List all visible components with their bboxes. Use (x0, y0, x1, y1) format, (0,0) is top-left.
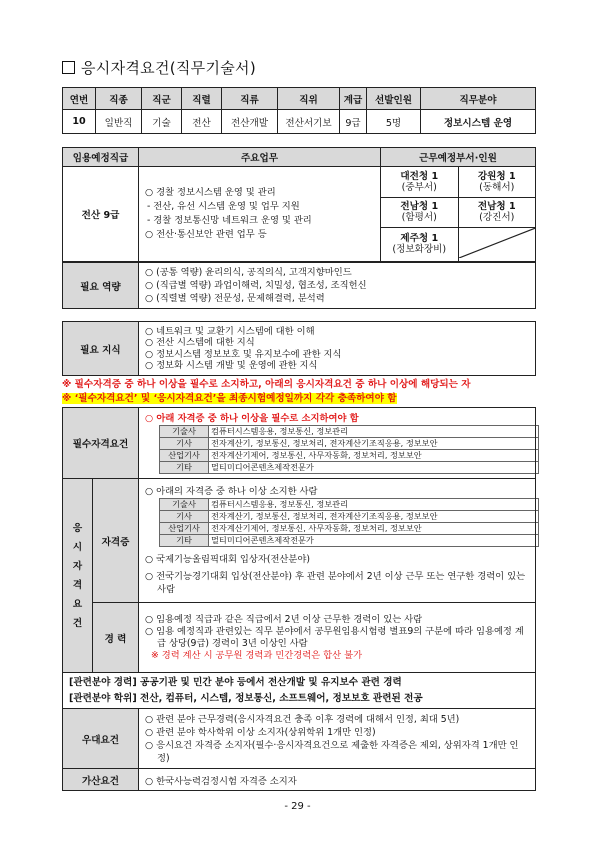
duty-grade: 전산 9급 (63, 167, 139, 262)
checkbox-square-icon (62, 61, 75, 74)
career-item: ○ 임용 예정직과 관련있는 직무 분야에서 공무원임용시험령 별표9의 구분에 따라 임용예정 계급 상당(9급) 경력이 3년 이상인 사람 (145, 626, 524, 649)
job-cell: 정보시스템 운영 (421, 110, 536, 134)
duty-list-cell (139, 167, 381, 262)
cert-kind: 산업기사 (160, 450, 209, 462)
job-header-cell: 계급 (340, 88, 367, 110)
job-cell: 10 (63, 110, 96, 134)
notes-block (62, 378, 542, 406)
knowledge-list-cell (139, 322, 536, 376)
dept-cell: 강원청 1 (동해서) (458, 167, 535, 197)
duty-item: - 경찰 정보통신망 네트워크 운영 및 관리 (147, 214, 312, 226)
competency-item: ○ (공통 역량) 윤리의식, 공직의식, 고객지향마인드 (145, 267, 352, 278)
competency-item: ○ (직급별 역량) 과업이해력, 치밀성, 협조성, 조직헌신 (145, 280, 367, 291)
duty-item: - 전산, 유선 시스템 운영 및 업무 지원 (147, 200, 300, 212)
knowledge-table (62, 321, 536, 376)
job-header-cell: 직무분야 (421, 88, 536, 110)
qual-item: ○ 국제기능올림픽대회 입상자(전산분야) (145, 554, 310, 565)
eligibility-label: 응 시 자 격 요 건 (63, 479, 93, 673)
cert-list: 전자계산기제어, 정보통신, 사무자동화, 정보처리, 정보보안 (209, 523, 539, 535)
cert-list: 컴퓨터시스템응용, 정보통신, 정보관리 (209, 426, 539, 438)
eligibility-table (62, 407, 536, 791)
job-header-cell: 직렬 (182, 88, 222, 110)
preference-item: ○ 관련 분야 근무경력(응시자격요건 충족 이후 경력에 대해서 인정, 최대 5년) (145, 713, 460, 725)
related-line: [관련분야 학위] 전산, 컴퓨터, 시스템, 정보통신, 소프트웨어, 정보보호 관련된 전공 (69, 692, 423, 704)
qual-cell (139, 479, 536, 603)
cert-kind: 기사 (160, 438, 209, 450)
competency-list-cell (139, 263, 536, 309)
note-line: ※ 필수자격증 중 하나 이상을 필수로 소지하고, 아래의 응시자격요건 중 하나 이상에 해당되는 자 (62, 379, 471, 390)
preference-label: 우대요건 (63, 709, 139, 769)
job-header-cell: 연번 (63, 88, 96, 110)
career-item: ○ 임용예정 직급과 같은 직급에서 2년 이상 근무한 경력이 있는 사람 (145, 614, 423, 625)
preference-cell (139, 709, 536, 769)
dept-cell: 제주청 1 (정보화장비) (381, 227, 458, 261)
job-cell: 전산개발 (222, 110, 278, 134)
cert-kind: 기술사 (160, 499, 209, 511)
cert-list: 멀티미디어콘텐츠제작전문가 (209, 462, 539, 474)
dept-grid (381, 167, 535, 261)
cert-list: 전자계산기, 정보통신, 정보처리, 전자계산기조직응용, 정보보안 (209, 511, 539, 523)
knowledge-item: ○ 전산 시스템에 대한 지식 (145, 337, 255, 348)
required-cert-cell (139, 408, 536, 479)
diagonal-line-icon (459, 228, 536, 258)
job-cell: 전산서기보 (278, 110, 340, 134)
dept-cell: 전남청 1 (함평서) (381, 197, 458, 227)
competency-label: 필요 역량 (63, 263, 139, 309)
competency-table (62, 262, 536, 309)
job-header-cell: 선발인원 (367, 88, 421, 110)
job-cell: 5명 (367, 110, 421, 134)
job-cell: 기술 (142, 110, 182, 134)
cert-list: 전자계산기, 정보통신, 정보처리, 전자계산기조직응용, 정보보안 (209, 438, 539, 450)
qual-item: ○ 전국기능경기대회 입상(전산분야) 후 관련 분야에서 2년 이상 근무 또는 연구한 경력이 있는 사람 (145, 571, 526, 595)
duty-header-duties: 주요업무 (139, 148, 381, 167)
section-title: 응시자격요건(직무기술서) (81, 59, 256, 77)
cert-kind: 산업기사 (160, 523, 209, 535)
preference-item: ○ 응시요건 자격증 소지자(필수·응시자격요건으로 제출한 자격증은 제외, 상위자격 1개만 인정) (145, 739, 519, 764)
knowledge-item: ○ 정보시스템 정보보호 및 유지보수에 관한 지식 (145, 348, 342, 360)
knowledge-item: ○ 정보화 시스템 개발 및 운영에 관한 지식 (145, 360, 318, 371)
cert-kind: 기타 (160, 535, 209, 547)
duty-table (62, 147, 536, 262)
job-header-cell: 직류 (222, 88, 278, 110)
duty-item: ○ 경찰 정보시스템 운영 및 관리 (145, 186, 276, 198)
bonus-label: 가산요건 (63, 769, 139, 791)
dept-empty-cell (458, 227, 535, 261)
required-cert-intro: ○ 아래 자격증 중 하나 이상을 필수로 소지하여야 함 (145, 413, 359, 424)
career-label: 경 력 (93, 603, 139, 673)
qual-subtable (159, 498, 539, 547)
required-cert-label: 필수자격요건 (63, 408, 139, 479)
bonus-item: ○ 한국사능력검정시험 자격증 소지자 (145, 775, 297, 787)
cert-list: 멀티미디어콘텐츠제작전문가 (209, 535, 539, 547)
knowledge-label: 필요 지식 (63, 322, 139, 376)
related-cell (63, 673, 536, 709)
preference-item: ○ 관련 분야 학사학위 이상 소지자(상위학위 1개만 인정) (145, 726, 376, 738)
job-header-cell: 직종 (96, 88, 142, 110)
duty-header-grade: 임용예정직급 (63, 148, 139, 167)
job-header-cell: 직군 (142, 88, 182, 110)
cert-list: 컴퓨터시스템응용, 정보통신, 정보관리 (209, 499, 539, 511)
cert-list: 전자계산기제어, 정보통신, 사무자동화, 정보처리, 정보보안 (209, 450, 539, 462)
cert-kind: 기사 (160, 511, 209, 523)
required-cert-subtable (159, 425, 539, 474)
related-line: [관련분야 경력] 공공기관 및 민간 분야 등에서 전산개발 및 유지보수 관련 경력 (69, 676, 402, 688)
cert-kind: 기타 (160, 462, 209, 474)
job-header-cell: 직위 (278, 88, 340, 110)
note-line: ※ ‘필수자격요건’ 및 ‘응시자격요건’을 최종시험예정일까지 각각 충족하여야 함 (62, 393, 397, 404)
page-number: - 29 - (284, 801, 311, 812)
qual-intro: ○ 아래의 자격증 중 하나 이상 소지한 사람 (145, 486, 318, 497)
duty-header-depts: 근무예정부서·인원 (381, 148, 536, 167)
cert-kind: 기술사 (160, 426, 209, 438)
section-header (62, 57, 256, 78)
competency-item: ○ (직렬별 역량) 전문성, 문제해결력, 분석력 (145, 293, 325, 304)
job-cell: 전산 (182, 110, 222, 134)
duty-item: ○ 전산·통신보안 관련 업무 등 (145, 228, 267, 240)
dept-cell: 대전청 1 (중부서) (381, 167, 458, 197)
career-note: ※ 경력 계산 시 공무원 경력과 민간경력은 합산 불가 (151, 650, 363, 661)
qual-label: 자격증 (93, 479, 139, 603)
dept-cell: 전남청 1 (강진서) (458, 197, 535, 227)
dept-grid-cell (381, 167, 536, 262)
job-cell: 일반직 (96, 110, 142, 134)
job-table (62, 87, 536, 134)
knowledge-item: ○ 네트워크 및 교환기 시스템에 대한 이해 (145, 325, 315, 337)
bonus-cell (139, 769, 536, 791)
career-cell (139, 603, 536, 673)
job-cell: 9급 (340, 110, 367, 134)
